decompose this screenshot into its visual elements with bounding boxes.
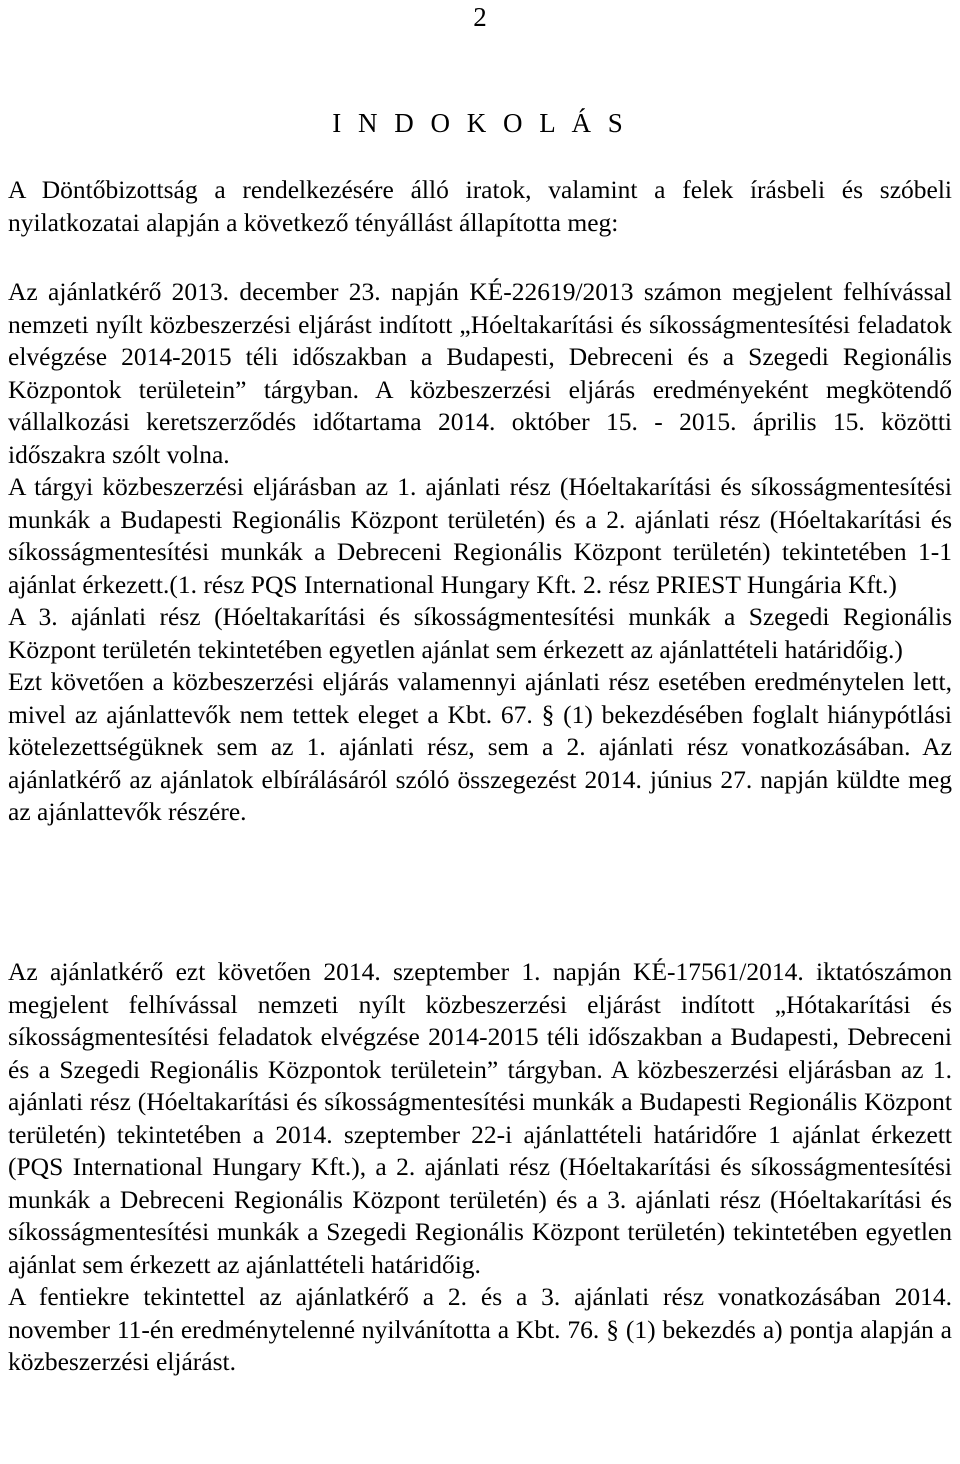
- conclusion-paragraph: A fentiekre tekintettel az ajánlatkérő a 2. és a 3. ajánlati rész vonatkozásában 2014. november 11-én eredménytelenné nyilvánította a Kbt. 76. § (1) bekezdés a) pontja alapján a közbeszerzési eljárást.: [8, 1282, 952, 1376]
- second-procedure-paragraph: Az ajánlatkérő ezt követően 2014. szeptember 1. napján KÉ-17561/2014. iktatószámon megjelent felhívással nemzeti nyílt közbeszerzési eljárást indított „Hótakarítási és síkosságmentesítési feladatok elvégzése 2014-2015 téli időszakban a Budapesti, Debreceni és a Szegedi Regionális Központok területein” tárgyban. A közbeszerzési eljárásban az 1. ajánlati rész (Hóeltakarítási és síkosságmentesítési munkák a Budapesti Regionális Központ területén) tekintetében a 2014. szeptember 22-i ajánlattételi határidőre 1 ajánlat érkezett (PQS International Hungary Kft.), a 2. ajánlati rész (Hóeltakarítási és síkosságmentesítési munkák a Debreceni Regionális Központ területén) és a 3. ajánlati rész (Hóeltakarítási és síkosságmentesítési munkák a Szegedi Regionális Központ területén) tekintetében egyetlen ajánlat sem érkezett az ajánlattételi határidőig.: [8, 957, 952, 1279]
- first-procedure-section: [8, 276, 952, 829]
- intro-paragraph: A Döntőbizottság a rendelkezésére álló iratok, valamint a felek írásbeli és szóbeli nyilatkozatai alapján a következő tényállást állapította meg:: [8, 175, 952, 237]
- first-procedure-bids-paragraph: A tárgyi közbeszerzési eljárásban az 1. ajánlati rész (Hóeltakarítási és síkosságmentesítési munkák a Budapesti Regionális Központ területén) és a 2. ajánlati rész (Hóeltakarítási és síkosságmentesítési munkák a Debreceni Regionális Központ területén) tekintetében 1-1 ajánlat érkezett.(1. rész PQS International Hungary Kft. 2. rész PRIEST Hungária Kft.): [8, 472, 952, 599]
- intro-section: [8, 174, 952, 239]
- page-number: 2: [473, 2, 487, 32]
- first-procedure-paragraph: Az ajánlatkérő 2013. december 23. napján KÉ-22619/2013 számon megjelent felhívással nemzeti nyílt közbeszerzési eljárást indított „Hóeltakarítási és síkosságmentesítési feladatok elvégzése 2014-2015 téli időszakban a Budapesti, Debreceni és a Szegedi Regionális Központok területein” tárgyban. A közbeszerzési eljárás eredményeként megkötendő vállalkozási keretszerződés időtartama 2014. október 15. - 2015. április 15. közötti időszakra szólt volna.: [8, 277, 952, 469]
- document-heading: I N D O K O L Á S: [332, 108, 628, 138]
- unsuccessful-paragraph: Ezt követően a közbeszerzési eljárás valamennyi ajánlati rész esetében eredménytelen lett, mivel az ajánlattevők nem tettek eleget a Kbt. 67. § (1) bekezdésében foglalt hiánypótlási kötelezettségüknek sem az 1. ajánlati rész, sem a 2. ajánlati rész vonatkozásában. Az ajánlatkérő az ajánlatok elbírálásáról szóló összegezést 2014. június 27. napján küldte meg az ajánlattevők részére.: [8, 667, 952, 826]
- third-part-paragraph: A 3. ajánlati rész (Hóeltakarítási és síkosságmentesítési munkák a Szegedi Regionális Központ területén tekintetében egyetlen ajánlat sem érkezett az ajánlattételi határidőig.): [8, 602, 952, 664]
- second-procedure-section: [8, 956, 952, 1379]
